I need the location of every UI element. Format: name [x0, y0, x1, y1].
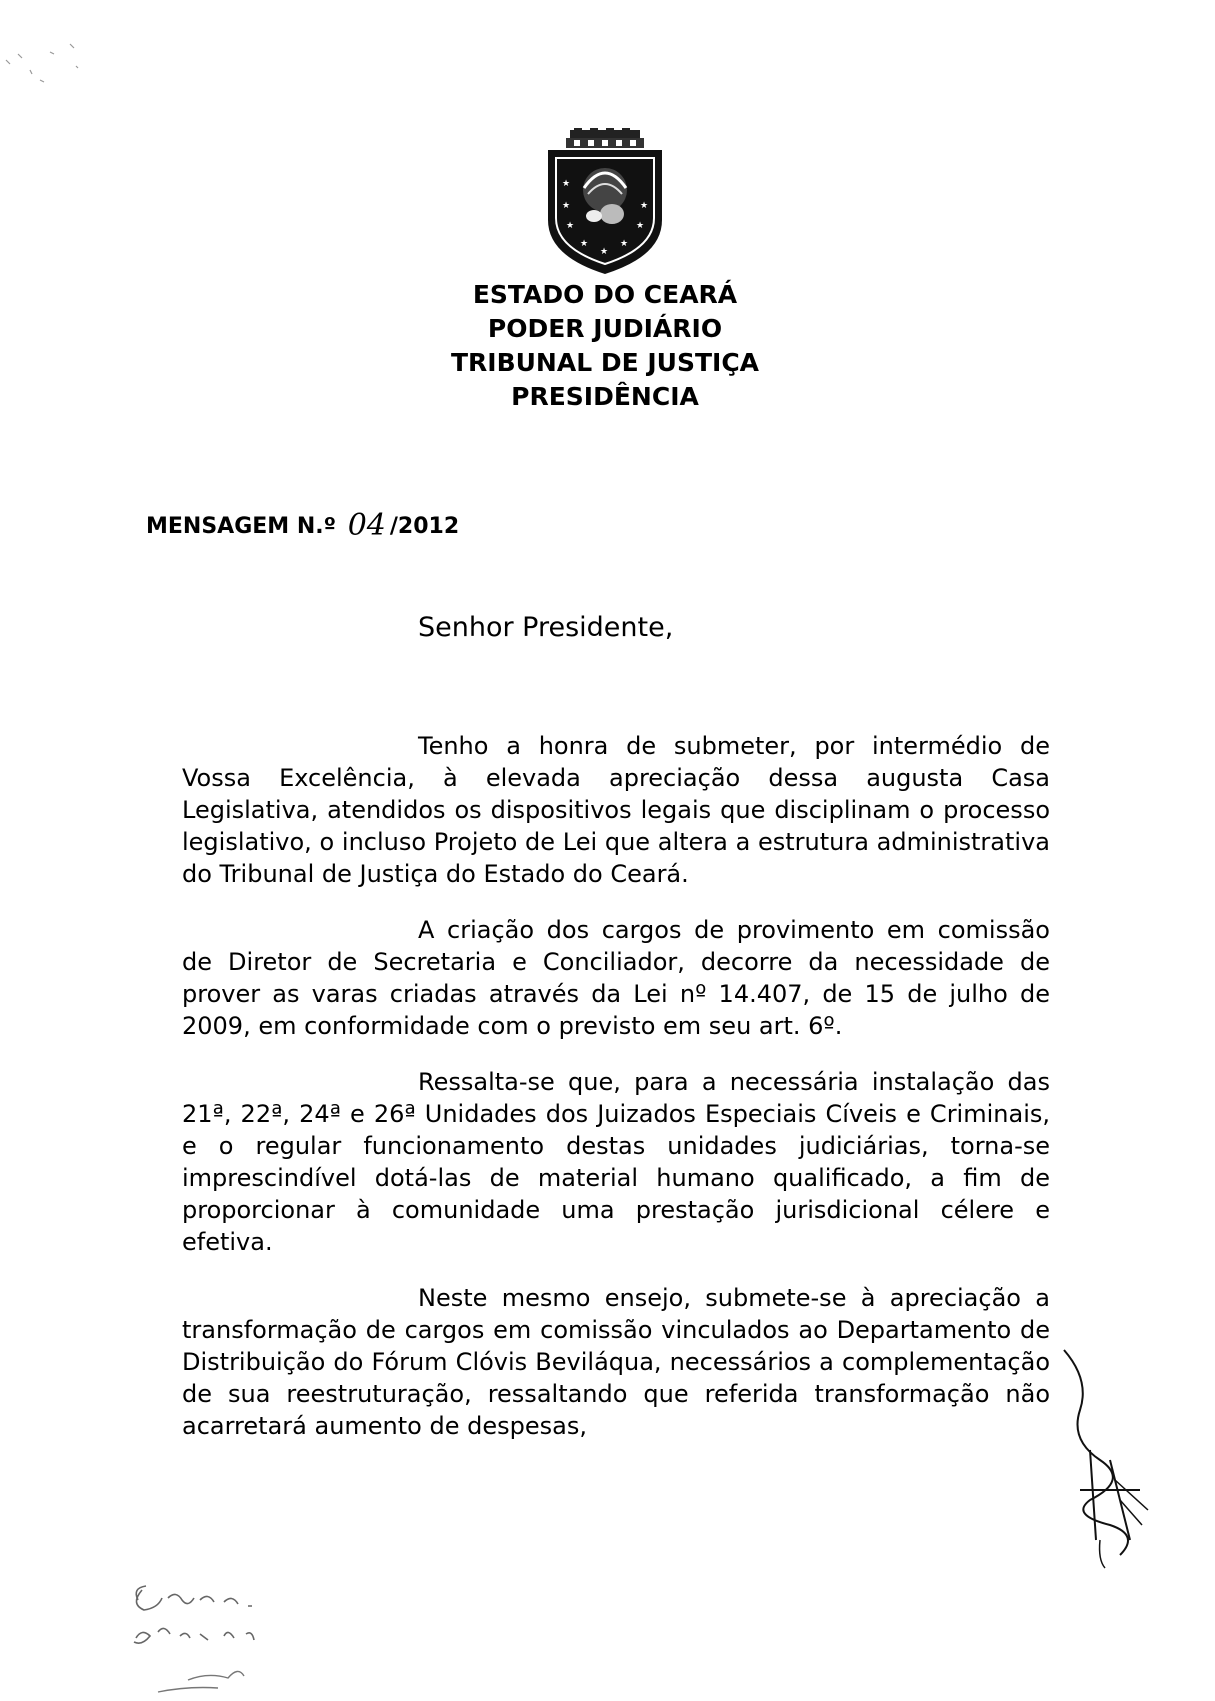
- svg-text:★: ★: [580, 239, 589, 249]
- svg-text:★: ★: [600, 247, 609, 257]
- header-office: PRESIDÊNCIA: [511, 382, 699, 411]
- svg-text:★: ★: [640, 201, 649, 211]
- ceara-coat-of-arms-icon: [544, 128, 666, 276]
- svg-text:★: ★: [620, 239, 629, 249]
- paragraph: Tenho a honra de submeter, por intermédio de Vossa Excelência, à elevada apreciação dessa augusta Casa Legislativa, atendidos os dispositivos legais que disciplinam o processo legislativo, o incluso Projeto de Lei que altera a estrutura administrativa do Tribunal de Justiça do Estado do Ceará.: [182, 732, 1050, 888]
- paragraph: Neste mesmo ensejo, submete-se à apreciação a transformação de cargos em comissão vinculados ao Departamento de Distribuição do Fórum Clóvis Beviláqua, necessários a complementação de sua reestruturação, ressaltando que referida transformação não acarretará aumento de despesas,: [182, 1284, 1050, 1440]
- svg-text:★: ★: [566, 221, 575, 231]
- paragraph: Ressalta-se que, para a necessária instalação das 21ª, 22ª, 24ª e 26ª Unidades dos Juizados Especiais Cíveis e Criminais, e o regular funcionamento destas unidades judiciárias, torna-se imprescindível dotá-las de material humano qualificado, a fim de proporcionar à comunidade uma prestação jurisdicional célere e efetiva.: [182, 1068, 1050, 1256]
- message-number: [146, 506, 459, 541]
- header-power: PODER JUDIÁRIO: [487, 314, 723, 343]
- message-year: /2012: [389, 514, 460, 539]
- svg-text:★: ★: [636, 221, 645, 231]
- scan-artifact: [0, 30, 100, 110]
- header-court: TRIBUNAL DE JUSTIÇA: [450, 348, 760, 377]
- handwritten-signature: [1060, 1340, 1150, 1570]
- svg-text:★: ★: [562, 179, 571, 189]
- header-state: ESTADO DO CEARÁ: [472, 280, 738, 309]
- svg-text:★: ★: [562, 201, 571, 211]
- handwritten-note: [128, 1580, 298, 1700]
- salutation: Senhor Presidente,: [418, 612, 674, 643]
- message-handwritten-number: 04: [347, 508, 386, 543]
- paragraph: A criação dos cargos de provimento em comissão de Diretor de Secretaria e Conciliador, decorre da necessidade de prover as varas criadas através da Lei nº 14.407, de 15 de julho de 2009, em conformidade com o previsto em seu art. 6º.: [182, 916, 1050, 1040]
- document-body: [182, 730, 1050, 1466]
- message-prefix: MENSAGEM N.º: [146, 514, 337, 539]
- institution-header: [380, 278, 830, 414]
